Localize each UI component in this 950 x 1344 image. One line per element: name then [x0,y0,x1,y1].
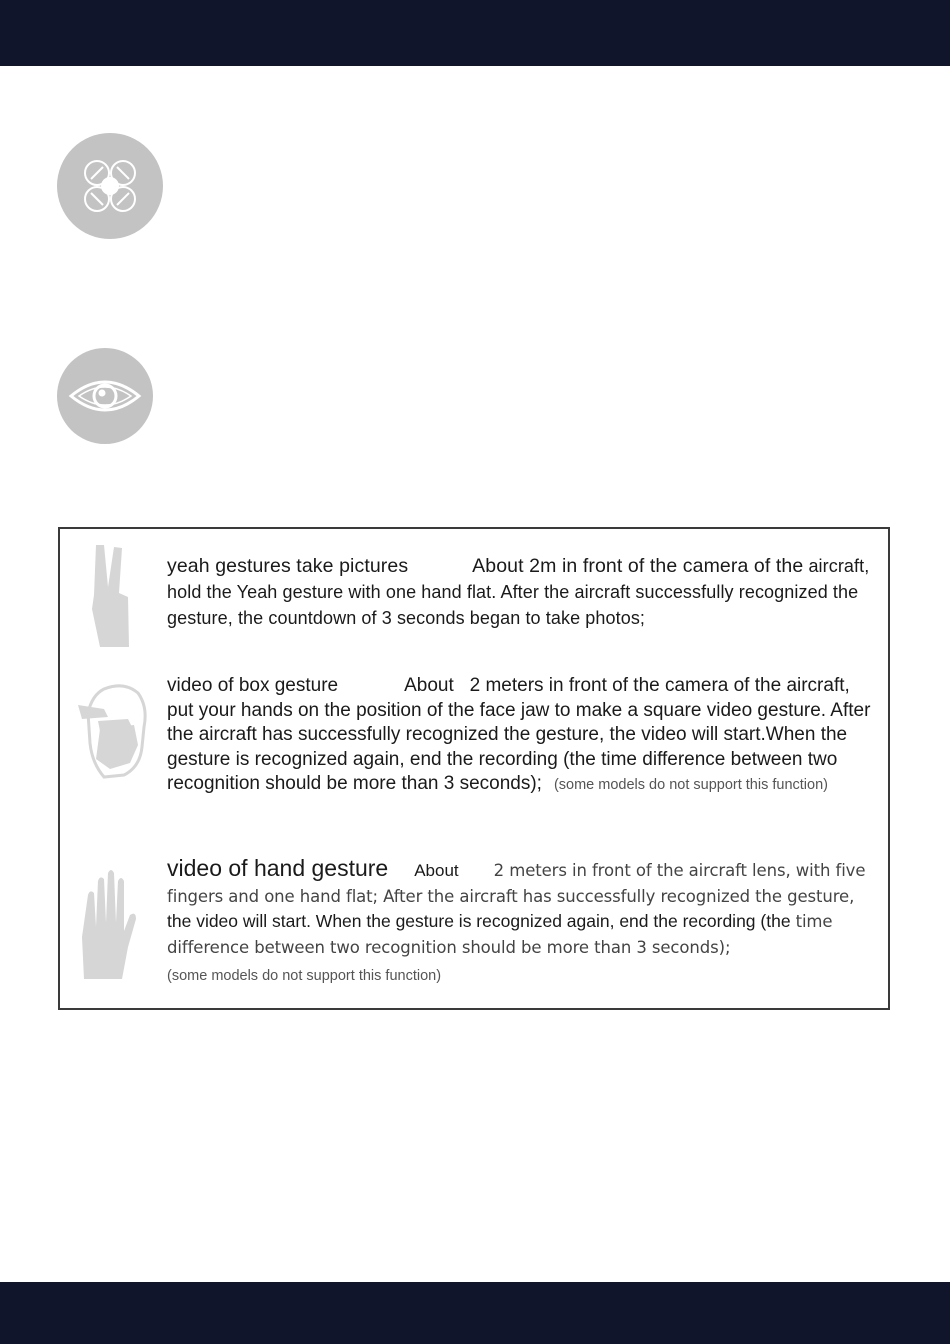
hand-gesture-note: (some models do not support this function) [167,968,442,984]
hand-gesture-title: video of hand gesture [167,855,389,881]
gesture-instructions-panel [58,527,890,1010]
yeah-gesture-text [167,553,877,631]
box-gesture-note: (some models do not support this function) [553,777,828,793]
hand-gesture-about: About [414,861,459,880]
box-gesture-about: About 2 meters in front of the camera of the [404,675,782,696]
box-gesture-text [167,674,877,798]
hand-gesture-body-2: the video will start. When the gesture is recognized again, end the recording (the [167,911,791,931]
box-gesture-title: video of box gesture [167,675,339,696]
hand-gesture-body-1: 2 meters in front of the aircraft lens, with five fingers and one hand flat; After the aircraft has successfully recognized the gesture, [167,861,866,906]
box-gesture-body: aircraft, put your hands on the position of the face jaw to make a square video gesture. After the aircraft has successfully recognized the gesture, the video will start.When the gesture is recognized again, end the recording (the time difference between two recognition should be more than 3 seconds); [167,675,871,794]
yeah-gesture-title: yeah gestures take pictures [167,555,409,577]
eye-icon [57,348,153,444]
header-bar [0,0,950,66]
yeah-gesture-about: About 2m in front of the camera of the [472,555,804,577]
yeah-gesture-body: aircraft, hold the Yeah gesture with one hand flat. After the aircraft successfully recognized the gesture, the countdown of 3 seconds began to take photos; [167,556,870,628]
hand-gesture-text [167,856,877,989]
face-box-gesture-icon [74,683,154,779]
drone-icon [57,133,163,239]
footer-bar [0,1282,950,1344]
victory-hand-icon [88,543,138,651]
hand-gesture-body-3: time difference between two recognition should be more than 3 seconds); [167,912,833,957]
open-palm-icon [76,867,140,983]
